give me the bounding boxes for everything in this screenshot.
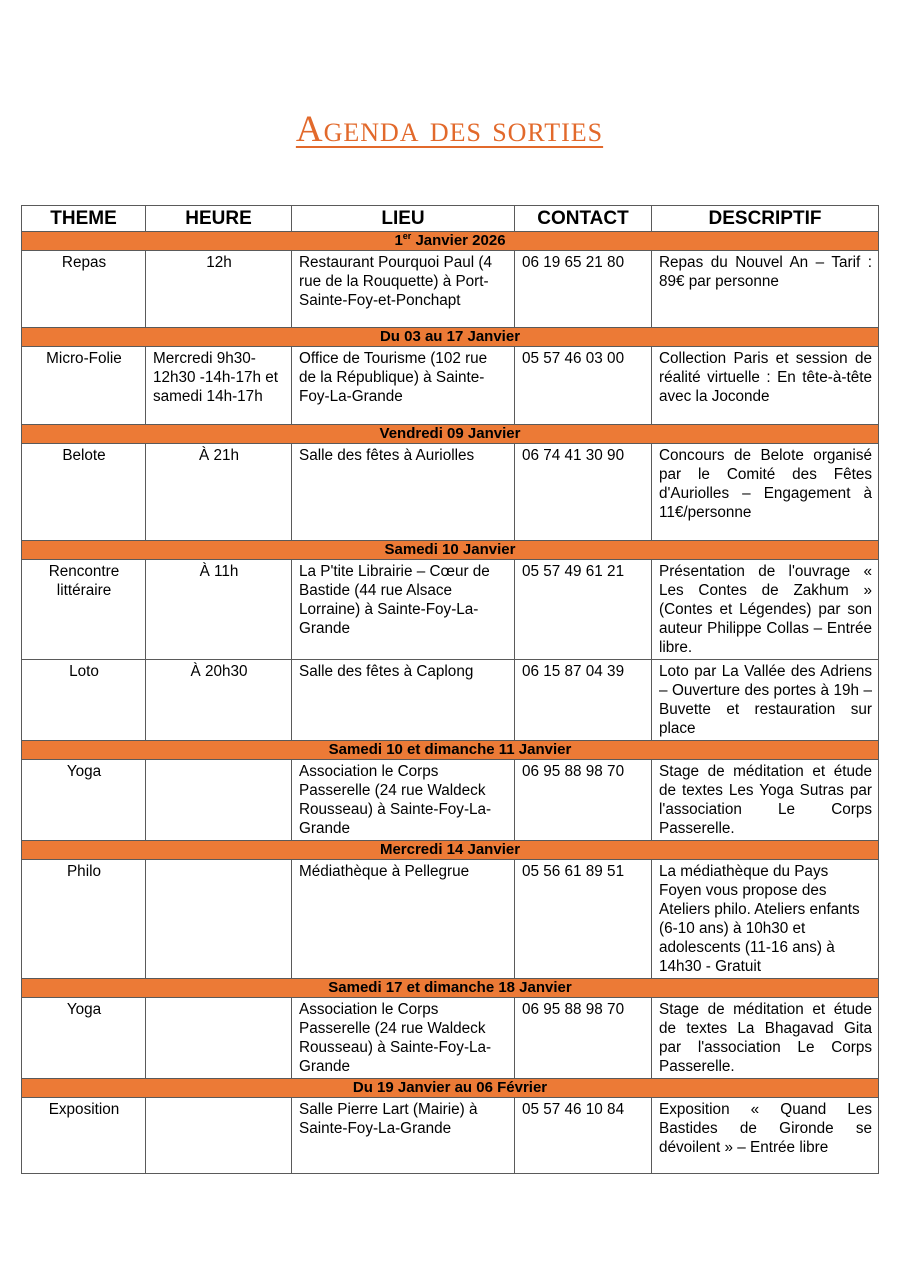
event-contact: 05 57 46 10 84: [515, 1098, 652, 1174]
event-theme: Belote: [22, 444, 146, 541]
event-row: [22, 998, 879, 1079]
event-heure: À 21h: [146, 444, 292, 541]
event-row: [22, 660, 879, 741]
event-row: [22, 760, 879, 841]
event-lieu: Salle des fêtes à Caplong: [292, 660, 515, 741]
event-descriptif-line: Ateliers enfants (6-10 ans) à 10h30 et adolescents (11-16 ans) à 14h30 - Gratuit: [659, 901, 860, 975]
event-contact: 06 95 88 98 70: [515, 760, 652, 841]
event-lieu: Médiathèque à Pellegrue: [292, 860, 515, 979]
date-label: Samedi 10 Janvier: [22, 541, 879, 560]
date-row: [22, 741, 879, 760]
event-heure: Mercredi 9h30-12h30 -14h-17h et samedi 14h-17h: [146, 347, 292, 425]
event-theme: Repas: [22, 251, 146, 328]
event-theme: Loto: [22, 660, 146, 741]
event-contact: 06 19 65 21 80: [515, 251, 652, 328]
event-row: [22, 251, 879, 328]
event-heure: [146, 1098, 292, 1174]
header-contact: CONTACT: [515, 206, 652, 232]
event-heure: [146, 998, 292, 1079]
event-contact: 06 74 41 30 90: [515, 444, 652, 541]
header-descriptif: DESCRIPTIF: [652, 206, 879, 232]
date-row: [22, 979, 879, 998]
date-label: Samedi 17 et dimanche 18 Janvier: [22, 979, 879, 998]
date-row: [22, 425, 879, 444]
event-descriptif: Exposition « Quand Les Bastides de Gironde se dévoilent » – Entrée libre: [652, 1098, 879, 1174]
header-theme: THEME: [22, 206, 146, 232]
event-lieu: Office de Tourisme (102 rue de la République) à Sainte-Foy-La-Grande: [292, 347, 515, 425]
event-heure: [146, 860, 292, 979]
date-label: Du 03 au 17 Janvier: [22, 328, 879, 347]
event-theme: Yoga: [22, 760, 146, 841]
event-lieu: Restaurant Pourquoi Paul (4 rue de la Rouquette) à Port-Sainte-Foy-et-Ponchapt: [292, 251, 515, 328]
event-descriptif: [652, 860, 879, 979]
event-lieu: Salle Pierre Lart (Mairie) à Sainte-Foy-La-Grande: [292, 1098, 515, 1174]
event-contact: 05 56 61 89 51: [515, 860, 652, 979]
event-contact: 05 57 46 03 00: [515, 347, 652, 425]
event-row: [22, 347, 879, 425]
event-lieu: Association le Corps Passerelle (24 rue Waldeck Rousseau) à Sainte-Foy-La-Grande: [292, 760, 515, 841]
header-heure: HEURE: [146, 206, 292, 232]
event-lieu: La P'tite Librairie – Cœur de Bastide (44 rue Alsace Lorraine) à Sainte-Foy-La-Grande: [292, 560, 515, 660]
event-row: [22, 860, 879, 979]
date-row: [22, 232, 879, 251]
date-day: 1: [394, 232, 403, 249]
event-descriptif: Loto par La Vallée des Adriens – Ouverture des portes à 19h – Buvette et restauration sur place: [652, 660, 879, 741]
event-heure: À 11h: [146, 560, 292, 660]
event-theme: Micro-Folie: [22, 347, 146, 425]
date-row: [22, 1079, 879, 1098]
event-theme: Yoga: [22, 998, 146, 1079]
event-theme: Rencontre littéraire: [22, 560, 146, 660]
event-descriptif: Présentation de l'ouvrage « Les Contes de Zakhum » (Contes et Légendes) par son auteur Philippe Collas – Entrée libre.: [652, 560, 879, 660]
event-contact: 06 15 87 04 39: [515, 660, 652, 741]
event-lieu: Salle des fêtes à Auriolles: [292, 444, 515, 541]
event-row: [22, 1098, 879, 1174]
header-lieu: LIEU: [292, 206, 515, 232]
date-row: [22, 841, 879, 860]
event-contact: 05 57 49 61 21: [515, 560, 652, 660]
date-label: Vendredi 09 Janvier: [22, 425, 879, 444]
header-row: [22, 206, 879, 232]
date-label: [22, 232, 879, 251]
date-row: [22, 541, 879, 560]
event-theme: Exposition: [22, 1098, 146, 1174]
date-label: Du 19 Janvier au 06 Février: [22, 1079, 879, 1098]
date-label: Mercredi 14 Janvier: [22, 841, 879, 860]
date-ordinal: er: [402, 231, 412, 241]
date-row: [22, 328, 879, 347]
event-heure: 12h: [146, 251, 292, 328]
page-title: Agenda des sorties: [295, 109, 604, 150]
event-contact: 06 95 88 98 70: [515, 998, 652, 1079]
event-theme: Philo: [22, 860, 146, 979]
event-row: [22, 560, 879, 660]
event-descriptif-line: La médiathèque du Pays Foyen vous propose des Ateliers philo.: [659, 863, 829, 918]
event-descriptif: Collection Paris et session de réalité virtuelle : En tête-à-tête avec la Joconde: [652, 347, 879, 425]
event-row: [22, 444, 879, 541]
event-heure: [146, 760, 292, 841]
date-label: Samedi 10 et dimanche 11 Janvier: [22, 741, 879, 760]
event-descriptif: Concours de Belote organisé par le Comité des Fêtes d'Auriolles – Engagement à 11€/personne: [652, 444, 879, 541]
event-heure: À 20h30: [146, 660, 292, 741]
event-descriptif: Repas du Nouvel An – Tarif : 89€ par personne: [652, 251, 879, 328]
event-lieu: Association le Corps Passerelle (24 rue Waldeck Rousseau) à Sainte-Foy-La-Grande: [292, 998, 515, 1079]
agenda-table: [21, 205, 879, 1174]
event-descriptif: Stage de méditation et étude de textes La Bhagavad Gita par l'association Le Corps Passerelle.: [652, 998, 879, 1079]
event-descriptif: Stage de méditation et étude de textes Les Yoga Sutras par l'association Le Corps Passerelle.: [652, 760, 879, 841]
date-month-year: Janvier 2026: [411, 232, 506, 249]
